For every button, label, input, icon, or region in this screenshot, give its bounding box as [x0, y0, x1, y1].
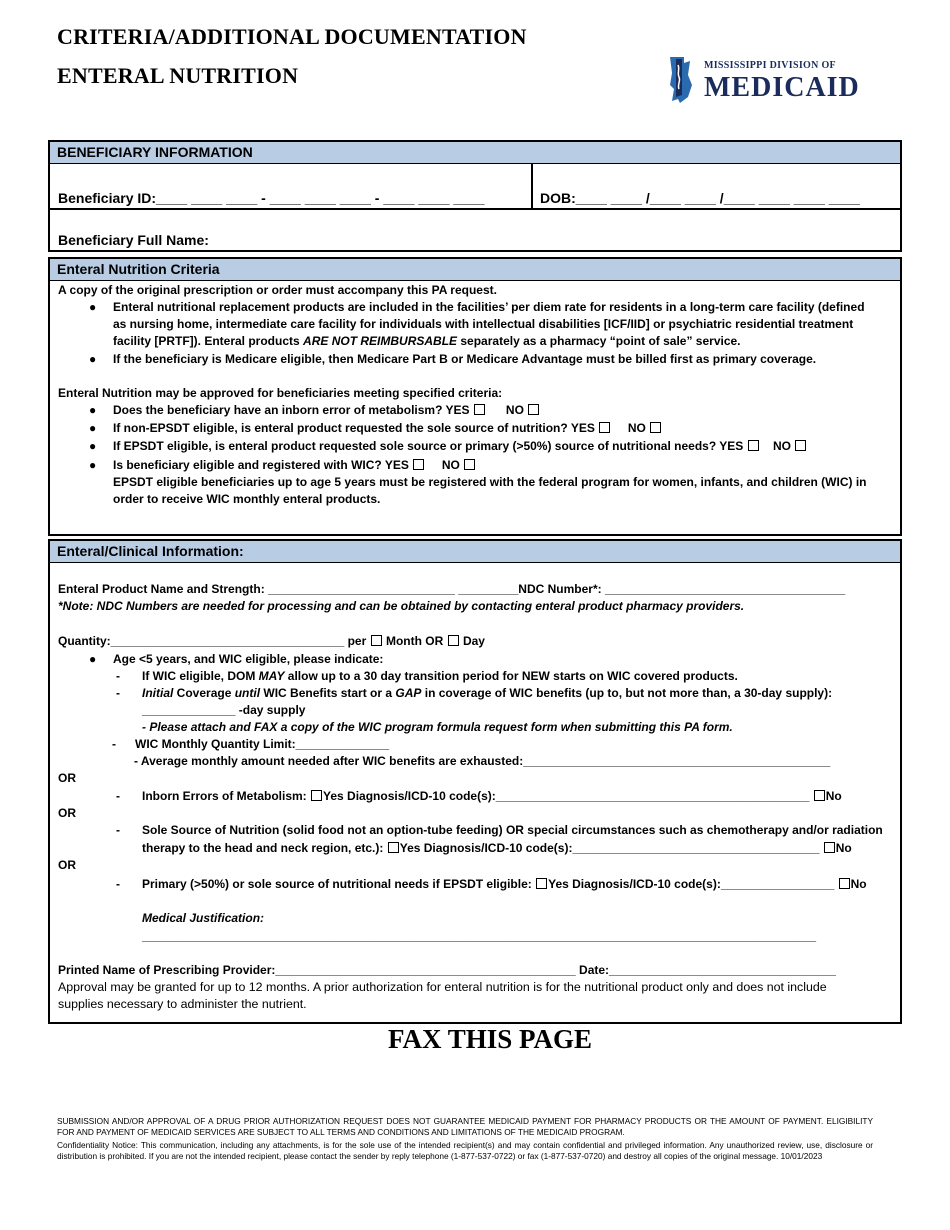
ndc-note: *Note: NDC Numbers are needed for processing and can be obtained by contacting enteral product pharmacy providers.: [58, 599, 745, 613]
no-checkbox[interactable]: [824, 842, 835, 853]
initial-coverage-line: Initial Coverage until WIC Benefits start or a GAP in coverage of WIC benefits (up to, but not more than, a 30-day supply):: [142, 686, 833, 700]
criteria-bullet-2: If the beneficiary is Medicare eligible, then Medicare Part B or Medicare Advantage must be billed first as primary coverage.: [113, 352, 817, 366]
inborn-errors-field: Inborn Errors of Metabolism: Yes Diagnosis/ICD-10 code(s):_______________________________________________ No: [142, 789, 842, 803]
wic-transition-line: If WIC eligible, DOM MAY allow up to a 30 day transition period for NEW starts on WIC covered products.: [142, 669, 738, 683]
no-checkbox[interactable]: [795, 440, 806, 451]
medical-justification-label: Medical Justification:: [142, 911, 265, 925]
no-checkbox[interactable]: [528, 404, 539, 415]
beneficiary-name-field[interactable]: Beneficiary Full Name:: [58, 232, 209, 248]
or-label: OR: [58, 858, 76, 872]
medical-justification-field[interactable]: _____________________________________________________________________________________________________: [142, 929, 817, 943]
dash: -: [116, 686, 120, 700]
yes-checkbox[interactable]: [748, 440, 759, 451]
beneficiary-section: [48, 140, 902, 252]
dash: -: [116, 669, 120, 683]
or-label: OR: [58, 771, 76, 785]
provider-date-field[interactable]: Printed Name of Prescribing Provider:_____________________________________________ Date:__________________________________: [58, 963, 836, 977]
approve-intro: Enteral Nutrition may be approved for beneficiaries meeting specified criteria:: [58, 386, 503, 400]
bullet: ●: [89, 458, 97, 472]
disclaimer-text: SUBMISSION AND/OR APPROVAL OF A DRUG PRIOR AUTHORIZATION REQUEST DOES NOT GUARANTEE MEDICAID PAYMENT FOR PHARMACY PRODUCTS OR THE AMOUNT OF PAYMENT. ELIGIBILITY FOR AND PAYMENT OF MEDICAID SERVICES ARE SUBJECT TO ALL TERMS AND CONDITIONS AND LIMITATIONS OF THE MEDICAID PROGRAM.: [57, 1116, 873, 1137]
criteria-bullet-1-line1: Enteral nutritional replacement products are included in the facilities’ per diem rate for residents in a long-term care facility (defined: [113, 300, 865, 314]
confidentiality-notice: Confidentiality Notice: This communication, including any attachments, is for the sole use of the intended recipient(s) and may contain confidential and privileged information. Any unauthorized review, use, disclosure or distribution is prohibited. If you are not the intended recipient, please contact the sender by reply telephone (1-877-537-0722) or fax (1-877-537-0720) and destroy all copies of the original message. 10/01/2023: [57, 1140, 873, 1161]
criteria-bullet-1-line3: facility [PRTF]). Enteral products ARE NOT REIMBURSABLE separately as a pharmacy “point of sale” service.: [113, 334, 741, 348]
question-non-epsdt: If non-EPSDT eligible, is enteral product requested the sole source of nutrition? YES NO: [113, 421, 662, 435]
dash: -: [116, 823, 120, 837]
yes-checkbox[interactable]: [413, 459, 424, 470]
month-checkbox[interactable]: [371, 635, 382, 646]
divider: [531, 164, 533, 208]
primary-source-field: Primary (>50%) or sole source of nutritional needs if EPSDT eligible: Yes Diagnosis/ICD-10 code(s):_________________ No: [142, 877, 867, 891]
question-wic: Is beneficiary eligible and registered with WIC? YES NO: [113, 458, 476, 472]
question-inborn-error: Does the beneficiary have an inborn error of metabolism? YES NO: [113, 403, 540, 417]
page-subtitle: ENTERAL NUTRITION: [57, 63, 299, 88]
beneficiary-section-header: BENEFICIARY INFORMATION: [50, 142, 900, 164]
dash: -: [116, 877, 120, 891]
wic-note-line2: order to receive WIC monthly enteral products.: [113, 492, 381, 506]
criteria-section-header: Enteral Nutrition Criteria: [50, 259, 900, 281]
yes-checkbox[interactable]: [599, 422, 610, 433]
age-wic-line: Age <5 years, and WIC eligible, please indicate:: [113, 652, 384, 666]
fax-this-page-heading: FAX THIS PAGE: [387, 1024, 593, 1054]
divider: [50, 208, 900, 210]
quantity-field[interactable]: Quantity:___________________________________ per Month OR Day: [58, 634, 485, 648]
dash: -: [116, 789, 120, 803]
question-epsdt: If EPSDT eligible, is enteral product requested sole source or primary (>50%) source of nutritional needs? YES NO: [113, 439, 807, 453]
no-checkbox[interactable]: [464, 459, 475, 470]
day-checkbox[interactable]: [448, 635, 459, 646]
criteria-intro: A copy of the original prescription or order must accompany this PA request.: [58, 283, 497, 297]
criteria-section: [48, 257, 902, 536]
bullet: ●: [89, 403, 97, 417]
no-checkbox[interactable]: [650, 422, 661, 433]
yes-checkbox[interactable]: [536, 878, 547, 889]
or-label: OR: [58, 806, 76, 820]
clinical-section-header: Enteral/Clinical Information:: [50, 541, 900, 563]
bullet: ●: [89, 439, 97, 453]
yes-checkbox[interactable]: [311, 790, 322, 801]
yes-checkbox[interactable]: [474, 404, 485, 415]
clinical-section: [48, 539, 902, 1024]
no-checkbox[interactable]: [814, 790, 825, 801]
product-ndc-field[interactable]: Enteral Product Name and Strength: ____________________________ _________NDC Number*: ____________________________________: [58, 582, 846, 596]
approval-text-line1: Approval may be granted for up to 12 months. A prior authorization for enteral nutrition is for the nutritional product only and does not include: [58, 980, 827, 994]
no-checkbox[interactable]: [839, 878, 850, 889]
average-monthly-field[interactable]: - Average monthly amount needed after WIC benefits are exhausted:______________________________________________: [134, 754, 831, 768]
page-title: CRITERIA/ADDITIONAL DOCUMENTATION: [57, 24, 527, 49]
wic-attach-note: - Please attach and FAX a copy of the WIC program formula request form when submitting this PA form.: [142, 720, 733, 734]
dash: -: [112, 737, 116, 751]
medicaid-logo: [664, 55, 860, 107]
bullet: ●: [89, 352, 97, 366]
wic-note-line1: EPSDT eligible beneficiaries up to age 5 years must be registered with the federal program for women, infants, and children (WIC) in: [113, 475, 867, 489]
criteria-bullet-1-line2: as nursing home, intermediate care facility for individuals with intellectual disabilities [ICF/IID] or psychiatric residential treatment: [113, 317, 854, 331]
bullet: ●: [89, 652, 97, 666]
bullet: ●: [89, 421, 97, 435]
approval-text-line2: supplies necessary to administer the nutrient.: [58, 997, 307, 1011]
dob-field[interactable]: DOB:____ ____ /____ ____ /____ ____ ____ ____: [540, 190, 860, 206]
sole-source-line1: Sole Source of Nutrition (solid food not an option-tube feeding) OR special circumstances such as chemotherapy and/or radiation: [142, 823, 883, 837]
beneficiary-id-field[interactable]: Beneficiary ID:____ ____ ____ - ____ ____ ____ - ____ ____ ____: [58, 190, 485, 206]
sole-source-field: therapy to the head and neck region, etc.): Yes Diagnosis/ICD-10 code(s):_____________________________________ No: [142, 841, 852, 855]
mississippi-state-icon: [664, 55, 700, 107]
yes-checkbox[interactable]: [388, 842, 399, 853]
bullet: ●: [89, 300, 97, 314]
wic-quantity-limit-field[interactable]: WIC Monthly Quantity Limit:______________: [135, 737, 390, 751]
logo-main-text: MEDICAID: [704, 72, 860, 103]
logo-top-text: MISSISSIPPI DIVISION OF: [704, 60, 836, 71]
day-supply-field[interactable]: ______________ -day supply: [142, 703, 306, 717]
